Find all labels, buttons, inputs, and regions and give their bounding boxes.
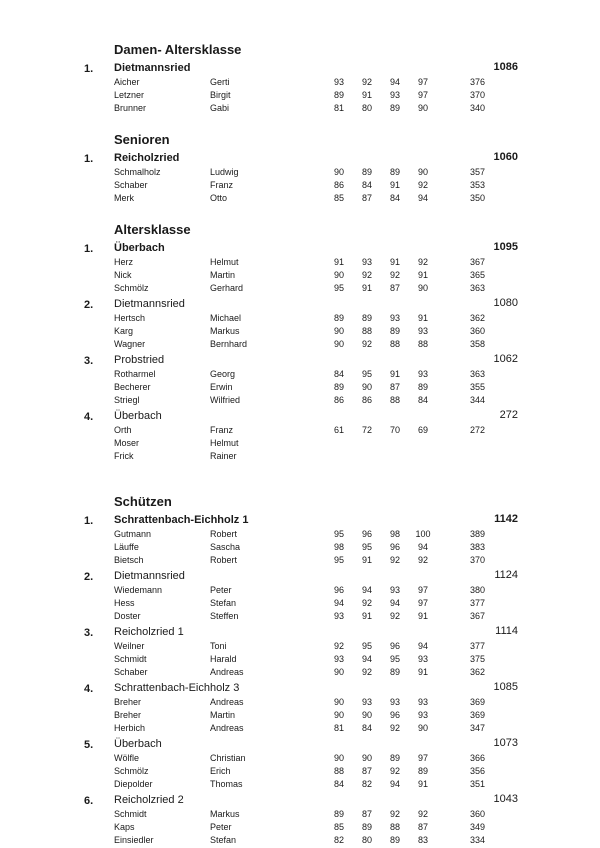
shooter-first-name: Franz xyxy=(210,180,234,190)
shooter-last-name: Herbich xyxy=(114,723,146,733)
series-score: 91 xyxy=(361,555,372,565)
series-score: 90 xyxy=(417,723,428,733)
shooter-last-name: Wölfle xyxy=(114,753,140,763)
series-score: 94 xyxy=(417,641,428,651)
section-title: Altersklasse xyxy=(114,222,191,237)
series-score: 93 xyxy=(417,710,428,720)
series-score: 91 xyxy=(389,257,400,267)
shooter-first-name: Andreas xyxy=(210,697,244,707)
team-rank: 3. xyxy=(84,355,94,367)
team-total: 1114 xyxy=(495,625,518,637)
shooter-first-name: Toni xyxy=(210,641,227,651)
shooter-total: 366 xyxy=(470,753,486,763)
series-score: 92 xyxy=(389,766,400,776)
team-rank: 6. xyxy=(84,795,94,807)
series-score: 93 xyxy=(417,697,428,707)
series-score: 96 xyxy=(389,710,400,720)
team-total: 1085 xyxy=(493,681,518,693)
shooter-last-name: Merk xyxy=(114,193,134,203)
team-rank: 2. xyxy=(84,571,94,583)
team-name: Schrattenbach-Eichholz 1 xyxy=(114,514,249,526)
shooter-last-name: Breher xyxy=(114,697,142,707)
team-rank: 1. xyxy=(84,515,94,527)
shooter-total: 369 xyxy=(470,710,486,720)
series-score: 95 xyxy=(361,369,372,379)
series-score: 93 xyxy=(389,90,400,100)
series-score: 90 xyxy=(417,103,428,113)
series-score: 93 xyxy=(389,585,400,595)
shooter-total: 357 xyxy=(470,167,486,177)
shooter-first-name: Thomas xyxy=(210,779,243,789)
shooter-total: 365 xyxy=(470,270,486,280)
series-score: 90 xyxy=(417,167,428,177)
shooter-last-name: Läuffe xyxy=(114,542,139,552)
series-score: 93 xyxy=(361,257,372,267)
series-score: 88 xyxy=(389,339,400,349)
shooter-last-name: Aicher xyxy=(114,77,140,87)
shooter-last-name: Schaber xyxy=(114,180,148,190)
shooter-total: 272 xyxy=(470,425,486,435)
shooter-total: 367 xyxy=(470,611,486,621)
series-score: 89 xyxy=(389,835,400,845)
shooter-first-name: Andreas xyxy=(210,667,244,677)
series-score: 90 xyxy=(333,270,344,280)
series-score: 93 xyxy=(417,654,428,664)
series-score: 96 xyxy=(361,529,372,539)
team-name: Dietmannsried xyxy=(114,62,191,74)
shooter-last-name: Wagner xyxy=(114,339,146,349)
section-title: Senioren xyxy=(114,132,170,147)
shooter-first-name: Helmut xyxy=(210,438,239,448)
shooter-total: 349 xyxy=(470,822,486,832)
series-score: 89 xyxy=(389,667,400,677)
series-score: 92 xyxy=(389,809,400,819)
series-score: 85 xyxy=(333,193,344,203)
shooter-total: 380 xyxy=(470,585,486,595)
series-score: 91 xyxy=(361,90,372,100)
series-score: 89 xyxy=(361,822,372,832)
series-score: 87 xyxy=(361,193,372,203)
shooter-last-name: Letzner xyxy=(114,90,145,100)
team-total: 1095 xyxy=(493,241,518,253)
team-total: 272 xyxy=(499,409,518,421)
series-score: 89 xyxy=(417,382,428,392)
series-score: 92 xyxy=(417,180,428,190)
shooter-first-name: Gabi xyxy=(210,103,230,113)
shooter-last-name: Hertsch xyxy=(114,313,146,323)
team-total: 1060 xyxy=(493,151,518,163)
series-score: 85 xyxy=(333,822,344,832)
series-score: 97 xyxy=(417,90,428,100)
series-score: 90 xyxy=(333,710,344,720)
series-score: 94 xyxy=(361,654,372,664)
shooter-last-name: Schmalholz xyxy=(114,167,161,177)
shooter-total: 340 xyxy=(470,103,486,113)
series-score: 90 xyxy=(361,382,372,392)
series-score: 90 xyxy=(361,753,372,763)
series-score: 89 xyxy=(333,90,344,100)
series-score: 88 xyxy=(417,339,428,349)
series-score: 86 xyxy=(333,395,344,405)
series-score: 84 xyxy=(333,779,344,789)
series-score: 90 xyxy=(333,697,344,707)
shooter-total: 363 xyxy=(470,369,486,379)
series-score: 94 xyxy=(389,77,400,87)
series-score: 84 xyxy=(361,723,372,733)
shooter-first-name: Erwin xyxy=(210,382,233,392)
shooter-total: 377 xyxy=(470,641,486,651)
team-total: 1043 xyxy=(493,793,518,805)
shooter-last-name: Moser xyxy=(114,438,140,448)
series-score: 82 xyxy=(361,779,372,789)
shooter-total: 344 xyxy=(470,395,486,405)
shooter-first-name: Stefan xyxy=(210,835,237,845)
series-score: 93 xyxy=(417,326,428,336)
series-score: 91 xyxy=(389,369,400,379)
shooter-last-name: Hess xyxy=(114,598,135,608)
team-name: Reicholzried xyxy=(114,152,180,164)
shooter-last-name: Schmölz xyxy=(114,283,149,293)
shooter-last-name: Doster xyxy=(114,611,141,621)
shooter-first-name: Otto xyxy=(210,193,228,203)
series-score: 94 xyxy=(389,779,400,789)
series-score: 72 xyxy=(361,425,372,435)
series-score: 92 xyxy=(361,339,372,349)
shooter-last-name: Schaber xyxy=(114,667,148,677)
shooter-last-name: Breher xyxy=(114,710,142,720)
team-name: Reicholzried 1 xyxy=(114,626,184,638)
team-rank: 4. xyxy=(84,683,94,695)
shooter-total: 369 xyxy=(470,697,486,707)
series-score: 94 xyxy=(333,598,344,608)
series-score: 95 xyxy=(361,641,372,651)
series-score: 89 xyxy=(333,382,344,392)
team-total: 1124 xyxy=(494,569,518,581)
shooter-last-name: Schmölz xyxy=(114,766,149,776)
series-score: 92 xyxy=(361,667,372,677)
shooter-total: 360 xyxy=(470,326,486,336)
series-score: 94 xyxy=(361,585,372,595)
team-total: 1142 xyxy=(494,513,518,525)
shooter-total: 353 xyxy=(470,180,486,190)
shooter-first-name: Helmut xyxy=(210,257,239,267)
series-score: 91 xyxy=(417,270,428,280)
shooter-total: 362 xyxy=(470,313,486,323)
shooter-first-name: Harald xyxy=(210,654,237,664)
series-score: 93 xyxy=(333,654,344,664)
section-title: Schützen xyxy=(114,494,172,509)
series-score: 70 xyxy=(389,425,400,435)
series-score: 89 xyxy=(417,766,428,776)
team-rank: 1. xyxy=(84,153,94,165)
shooter-first-name: Ludwig xyxy=(210,167,239,177)
series-score: 89 xyxy=(361,313,372,323)
shooter-first-name: Markus xyxy=(210,326,240,336)
series-score: 91 xyxy=(417,667,428,677)
shooter-first-name: Peter xyxy=(210,585,232,595)
shooter-first-name: Martin xyxy=(210,710,236,720)
series-score: 87 xyxy=(417,822,428,832)
series-score: 94 xyxy=(417,193,428,203)
shooter-first-name: Robert xyxy=(210,529,238,539)
series-score: 98 xyxy=(333,542,344,552)
series-score: 81 xyxy=(333,103,344,113)
shooter-first-name: Robert xyxy=(210,555,238,565)
shooter-first-name: Gerti xyxy=(210,77,230,87)
series-score: 92 xyxy=(361,77,372,87)
shooter-first-name: Franz xyxy=(210,425,234,435)
shooter-last-name: Schmidt xyxy=(114,654,147,664)
shooter-last-name: Schmidt xyxy=(114,809,147,819)
shooter-last-name: Brunner xyxy=(114,103,147,113)
shooter-first-name: Steffen xyxy=(210,611,239,621)
series-score: 93 xyxy=(417,369,428,379)
shooter-total: 363 xyxy=(470,283,486,293)
series-score: 91 xyxy=(333,257,344,267)
shooter-last-name: Kaps xyxy=(114,822,135,832)
series-score: 89 xyxy=(389,326,400,336)
team-name: Überbach xyxy=(114,410,162,422)
shooter-last-name: Herz xyxy=(114,257,134,267)
shooter-total: 376 xyxy=(470,77,486,87)
shooter-last-name: Wiedemann xyxy=(114,585,163,595)
series-score: 90 xyxy=(333,753,344,763)
team-total: 1073 xyxy=(493,737,518,749)
series-score: 87 xyxy=(389,382,400,392)
shooter-last-name: Rotharmel xyxy=(114,369,156,379)
shooter-last-name: Frick xyxy=(114,451,134,461)
series-score: 95 xyxy=(389,654,400,664)
team-name: Dietmannsried xyxy=(114,570,185,582)
team-name: Überbach xyxy=(114,738,162,750)
series-score: 89 xyxy=(389,103,400,113)
shooter-last-name: Bietsch xyxy=(114,555,144,565)
shooter-first-name: Wilfried xyxy=(210,395,241,405)
shooter-first-name: Peter xyxy=(210,822,232,832)
series-score: 92 xyxy=(417,257,428,267)
series-score: 94 xyxy=(389,598,400,608)
shooter-total: 383 xyxy=(470,542,486,552)
team-rank: 3. xyxy=(84,627,94,639)
series-score: 91 xyxy=(417,313,428,323)
shooter-first-name: Erich xyxy=(210,766,231,776)
series-score: 87 xyxy=(361,809,372,819)
shooter-first-name: Rainer xyxy=(210,451,237,461)
shooter-total: 370 xyxy=(470,90,486,100)
series-score: 91 xyxy=(389,180,400,190)
series-score: 91 xyxy=(361,611,372,621)
shooter-total: 367 xyxy=(470,257,486,267)
shooter-first-name: Michael xyxy=(210,313,242,323)
series-score: 84 xyxy=(389,193,400,203)
series-score: 89 xyxy=(333,313,344,323)
shooter-last-name: Gutmann xyxy=(114,529,152,539)
series-score: 91 xyxy=(417,779,428,789)
team-name: Reicholzried 2 xyxy=(114,794,184,806)
shooter-total: 375 xyxy=(470,654,486,664)
team-rank: 5. xyxy=(84,739,94,751)
series-score: 89 xyxy=(333,809,344,819)
series-score: 90 xyxy=(417,283,428,293)
series-score: 80 xyxy=(361,835,372,845)
series-score: 95 xyxy=(333,529,344,539)
series-score: 91 xyxy=(361,283,372,293)
series-score: 84 xyxy=(417,395,428,405)
series-score: 90 xyxy=(333,667,344,677)
series-score: 93 xyxy=(333,77,344,87)
series-score: 80 xyxy=(361,103,372,113)
series-score: 92 xyxy=(389,723,400,733)
team-rank: 4. xyxy=(84,411,94,423)
shooter-last-name: Orth xyxy=(114,425,132,435)
team-name: Dietmannsried xyxy=(114,298,185,310)
section-title: Damen- Altersklasse xyxy=(114,42,242,57)
shooter-first-name: Christian xyxy=(210,753,246,763)
series-score: 88 xyxy=(389,395,400,405)
shooter-total: 377 xyxy=(470,598,486,608)
series-score: 93 xyxy=(333,611,344,621)
shooter-total: 370 xyxy=(470,555,486,565)
team-name: Probstried xyxy=(114,354,165,366)
shooter-last-name: Diepolder xyxy=(114,779,153,789)
series-score: 92 xyxy=(389,270,400,280)
series-score: 87 xyxy=(389,283,400,293)
series-score: 95 xyxy=(333,283,344,293)
series-score: 92 xyxy=(389,611,400,621)
team-total: 1080 xyxy=(493,297,518,309)
series-score: 96 xyxy=(333,585,344,595)
series-score: 97 xyxy=(417,77,428,87)
series-score: 84 xyxy=(361,180,372,190)
shooter-first-name: Gerhard xyxy=(210,283,244,293)
shooter-last-name: Nick xyxy=(114,270,132,280)
shooter-total: 389 xyxy=(470,529,486,539)
shooter-total: 351 xyxy=(470,779,486,789)
series-score: 87 xyxy=(361,766,372,776)
team-rank: 2. xyxy=(84,299,94,311)
shooter-last-name: Weilner xyxy=(114,641,145,651)
series-score: 89 xyxy=(361,167,372,177)
shooter-total: 334 xyxy=(470,835,486,845)
series-score: 92 xyxy=(361,270,372,280)
shooter-first-name: Stefan xyxy=(210,598,237,608)
shooter-total: 355 xyxy=(470,382,486,392)
team-total: 1086 xyxy=(493,61,518,73)
shooter-last-name: Karg xyxy=(114,326,134,336)
shooter-last-name: Becherer xyxy=(114,382,151,392)
series-score: 83 xyxy=(417,835,428,845)
shooter-total: 356 xyxy=(470,766,486,776)
series-score: 93 xyxy=(361,697,372,707)
series-score: 92 xyxy=(417,555,428,565)
series-score: 90 xyxy=(333,167,344,177)
series-score: 92 xyxy=(417,809,428,819)
series-score: 92 xyxy=(333,641,344,651)
series-score: 93 xyxy=(389,697,400,707)
series-score: 61 xyxy=(333,425,344,435)
shooter-first-name: Martin xyxy=(210,270,236,280)
team-rank: 1. xyxy=(84,243,94,255)
shooter-total: 350 xyxy=(470,193,486,203)
series-score: 96 xyxy=(389,641,400,651)
shooter-first-name: Sascha xyxy=(210,542,241,552)
series-score: 81 xyxy=(333,723,344,733)
series-score: 88 xyxy=(361,326,372,336)
shooter-total: 362 xyxy=(470,667,486,677)
shooter-total: 360 xyxy=(470,809,486,819)
series-score: 92 xyxy=(389,555,400,565)
series-score: 88 xyxy=(333,766,344,776)
series-score: 97 xyxy=(417,753,428,763)
series-score: 92 xyxy=(361,598,372,608)
series-score: 82 xyxy=(333,835,344,845)
team-name: Schrattenbach-Eichholz 3 xyxy=(114,682,240,694)
shooter-total: 347 xyxy=(470,723,486,733)
series-score: 95 xyxy=(361,542,372,552)
series-score: 90 xyxy=(333,326,344,336)
series-score: 86 xyxy=(361,395,372,405)
shooter-first-name: Markus xyxy=(210,809,240,819)
series-score: 97 xyxy=(417,585,428,595)
series-score: 90 xyxy=(333,339,344,349)
shooter-first-name: Birgit xyxy=(210,90,231,100)
shooter-first-name: Bernhard xyxy=(210,339,248,349)
shooter-total: 358 xyxy=(470,339,486,349)
series-score: 89 xyxy=(389,753,400,763)
shooter-last-name: Striegl xyxy=(114,395,140,405)
series-score: 95 xyxy=(333,555,344,565)
series-score: 88 xyxy=(389,822,400,832)
team-total: 1062 xyxy=(493,353,518,365)
series-score: 89 xyxy=(389,167,400,177)
series-score: 93 xyxy=(389,313,400,323)
shooter-first-name: Andreas xyxy=(210,723,244,733)
team-name: Überbach xyxy=(114,242,165,254)
series-score: 84 xyxy=(333,369,344,379)
series-score: 98 xyxy=(389,529,400,539)
series-score: 97 xyxy=(417,598,428,608)
series-score: 86 xyxy=(333,180,344,190)
shooter-last-name: Einsiedler xyxy=(114,835,154,845)
series-score: 90 xyxy=(361,710,372,720)
series-score: 69 xyxy=(417,425,428,435)
series-score: 91 xyxy=(417,611,428,621)
series-score: 100 xyxy=(415,529,431,539)
series-score: 94 xyxy=(417,542,428,552)
shooter-first-name: Georg xyxy=(210,369,236,379)
team-rank: 1. xyxy=(84,63,94,75)
series-score: 96 xyxy=(389,542,400,552)
